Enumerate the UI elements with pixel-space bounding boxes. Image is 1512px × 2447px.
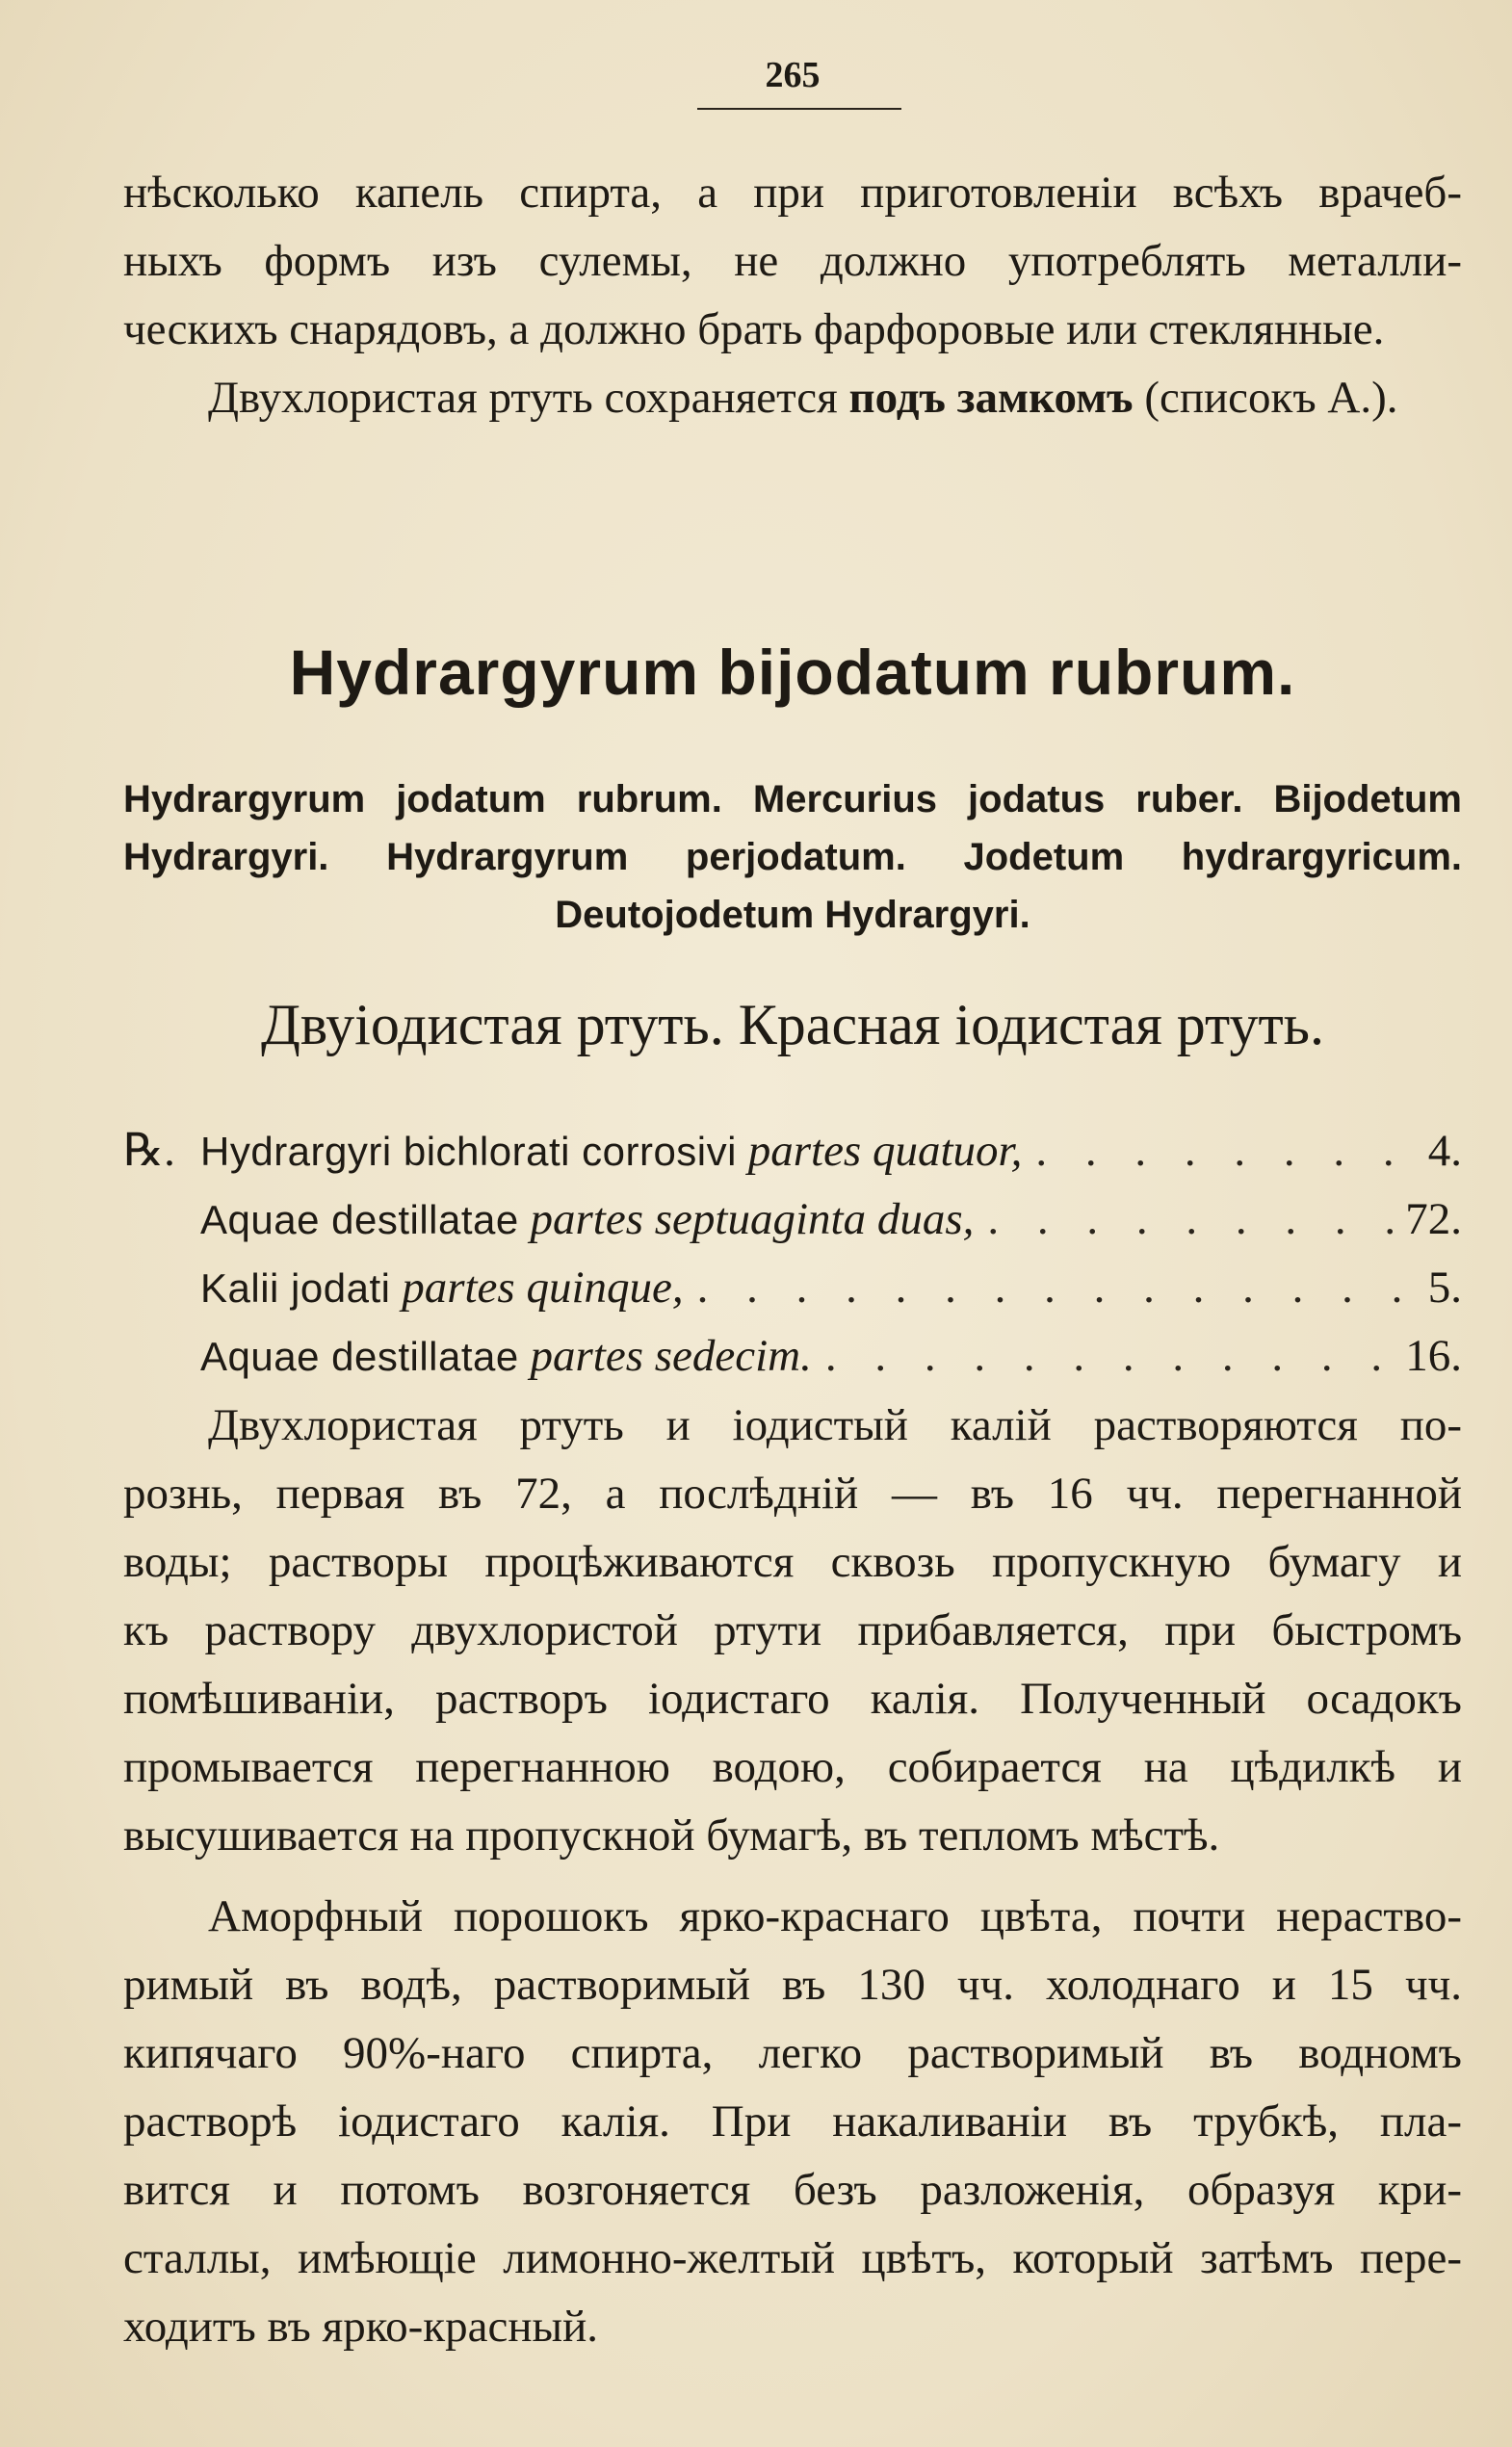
title-latin: Hydrargyrum bijodatum rubrum. [289, 637, 1296, 708]
ingredient-name: Kalii jodati [200, 1265, 391, 1311]
leader-dots [684, 1254, 1404, 1322]
ingredient-quantity: 72. [1405, 1194, 1462, 1244]
synonym-line: Hydrargyrum jodatum rubrum. Mercurius jodatus ruber. Bijodetum [123, 778, 1462, 820]
recipe [123, 1117, 1462, 1391]
ingredient-name: Hydrargyri bichlorati corrosivi [200, 1129, 737, 1174]
paragraph-line: рознь, первая въ 72, а послѣдній — въ 16 чч. перегнанной [123, 1469, 1462, 1519]
intro-paragraph [123, 159, 1462, 432]
paragraph-line: Двухлористая ртуть и іодистый калій растворяются по- [208, 1400, 1462, 1450]
preparation-paragraph [123, 1392, 1462, 1870]
paragraph-line: сталлы, имѣющіе лимонно-желтый цвѣтъ, который затѣмъ пере- [123, 2233, 1462, 2283]
paragraph-line: кипячаго 90%-наго спирта, легко растворимый въ водномъ [123, 2028, 1462, 2078]
storage-note-bold: подъ замкомъ [848, 373, 1134, 423]
paragraph-line: къ раствору двухлористой ртути прибавляется, при быстромъ [123, 1605, 1462, 1655]
header-rule [697, 108, 901, 110]
paragraph-line: Аморфный порошокъ ярко-краснаго цвѣта, почти нераство- [208, 1891, 1462, 1941]
paragraph-line: римый въ водѣ, растворимый въ 130 чч. холоднаго и 15 чч. [123, 1960, 1462, 2010]
ingredient-quantity: 16. [1405, 1331, 1462, 1381]
intro-line: нѣсколько капель спирта, а при приготовленіи всѣхъ врачеб- [123, 168, 1462, 218]
intro-line: ческихъ снарядовъ, а должно брать фарфоровые или стеклянные. [123, 304, 1385, 354]
title-russian: Двуіодистая ртуть. Красная іодистая ртуть. [260, 993, 1325, 1056]
rx-symbol: ℞. [123, 1126, 175, 1176]
synonyms [123, 770, 1462, 944]
recipe-row [123, 1254, 1462, 1322]
paragraph-line: ходитъ въ ярко-красный. [123, 2302, 598, 2352]
ingredient-parts: partes septuaginta duas, [530, 1194, 975, 1244]
ingredient-parts: partes quatuor, [747, 1126, 1023, 1176]
leader-dots [1022, 1117, 1404, 1185]
recipe-row [123, 1322, 1462, 1391]
ingredient-quantity: 5. [1427, 1263, 1462, 1313]
ingredient-name: Aquae destillatae [200, 1334, 519, 1379]
ingredient-name: Aquae destillatae [200, 1197, 519, 1242]
storage-note [123, 364, 1462, 432]
paragraph-line: высушивается на пропускной бумагѣ, въ тепломъ мѣстѣ. [123, 1810, 1220, 1861]
paragraph-line: вится и потомъ возгоняется безъ разложенія, образуя кри- [123, 2165, 1462, 2215]
ingredient-parts: partes sedecim. [530, 1331, 812, 1381]
recipe-row [123, 1117, 1462, 1185]
storage-note-text: (списокъ А.). [1133, 373, 1398, 423]
ingredient-quantity: 4. [1427, 1126, 1462, 1176]
page-number: 265 [765, 55, 821, 95]
paragraph-line: помѣшиваніи, растворъ іодистаго калія. Полученный осадокъ [123, 1674, 1462, 1724]
synonym-line: Hydrargyri. Hydrargyrum perjodatum. Jodetum hydrargyricum. [123, 836, 1462, 878]
intro-line: ныхъ формъ изъ сулемы, не должно употреблять металли- [123, 236, 1462, 286]
paragraph-line: промывается перегнанною водою, собирается на цѣдилкѣ и [123, 1742, 1462, 1792]
paragraph-line: растворѣ іодистаго калія. При накаливаніи въ трубкѣ, пла- [123, 2096, 1462, 2147]
paragraph-line: воды; растворы процѣживаются сквозь пропускную бумагу и [123, 1537, 1462, 1587]
recipe-row [123, 1185, 1462, 1254]
leader-dots [974, 1185, 1404, 1254]
ingredient-parts: partes quinque, [402, 1263, 684, 1313]
storage-note-text: Двухлористая ртуть сохраняется [208, 373, 849, 423]
description-paragraph [123, 1883, 1462, 2361]
leader-dots [812, 1322, 1404, 1391]
synonym-line: Deutojodetum Hydrargyri. [555, 894, 1030, 936]
